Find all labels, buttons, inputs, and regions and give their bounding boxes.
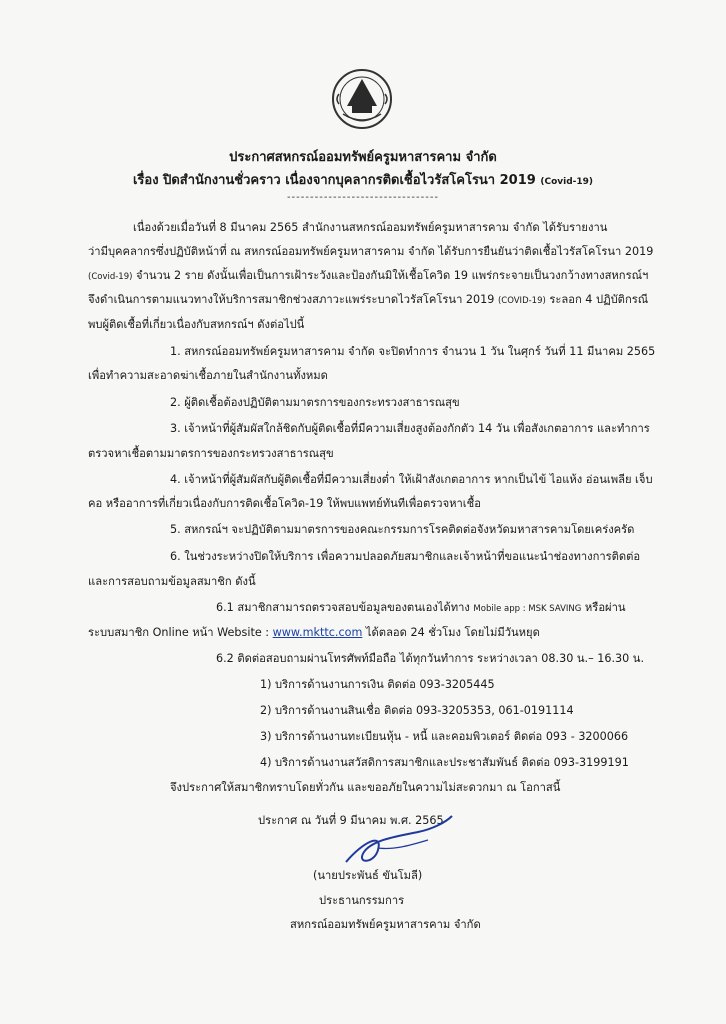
contact-4: 4) บริการด้านงานสวัสดิการสมาชิกและประชาสัมพันธ์ ติดต่อ 093-3199191 (260, 756, 629, 769)
signature-icon (338, 812, 458, 874)
announce-date: ประกาศ ณ วันที่ 9 มีนาคม พ.ศ. 2565 (258, 814, 444, 827)
subject-tag: (Covid-19) (540, 177, 594, 187)
intro-line-2: ว่ามีบุคคลากรซึ่งปฏิบัติหน้าที่ ณ สหกรณ์ออมทรัพย์ครูมหาสารคาม จำกัด ได้รับการยืนยันว่าติดเชื้อไวรัสโคโรนา 2019 (88, 245, 654, 258)
item-6-line-2: และการสอบถามข้อมูลสมาชิก ดังนี้ (88, 575, 256, 588)
contact-2: 2) บริการด้านงานสินเชื่อ ติดต่อ 093-3205353, 061-0191114 (260, 704, 574, 717)
item-3-line-1: 3. เจ้าหน้าที่ผู้สัมผัสใกล้ชิดกับผู้ติดเชื้อที่มีความเสี่ยงสูงต้องกักตัว 14 วัน เพื่อสังเกตอาการ และทำการ (170, 422, 650, 435)
item-4-line-2: คอ หรืออาการที่เกี่ยวเนื่องกับการติดเชื้อโควิด-19 ให้พบแพทย์ทันทีเพื่อตรวจหาเชื้อ (88, 497, 481, 510)
intro-line-1: เนื่องด้วยเมื่อวันที่ 8 มีนาคม 2565 สำนักงานสหกรณ์ออมทรัพย์ครูมหาสารคาม จำกัด ได้รับรายงาน (133, 221, 608, 234)
item-2: 2. ผู้ติดเชื้อต้องปฏิบัติตามมาตรการของกระทรวงสาธารณสุข (170, 396, 460, 409)
contact-3: 3) บริการด้านงานทะเบียนหุ้น - หนี้ และคอมพิวเตอร์ ติดต่อ 093 - 3200066 (260, 730, 629, 743)
sub-6-1-post: หรือผ่าน (581, 601, 626, 614)
page-title: ประกาศสหกรณ์ออมทรัพย์ครูมหาสารคาม จำกัด (229, 150, 497, 165)
contact-1: 1) บริการด้านงานการเงิน ติดต่อ 093-3205445 (260, 678, 495, 691)
website-post: ได้ตลอด 24 ชั่วโมง โดยไม่มีวันหยุด (362, 626, 540, 639)
item-4-line-1: 4. เจ้าหน้าที่ผู้สัมผัสกับผู้ติดเชื้อที่มีความเสี่ยงต่ำ ให้เฝ้าสังเกตอาการ หากเป็นไข้ ไอแห้ง อ่อนเพลีย เจ็บ (170, 473, 653, 486)
intro-line-4a: จึงดำเนินการตามแนวทางให้บริการสมาชิกช่วงสภาวะแพร่ระบาดไวรัสโคโรนา 2019 (88, 293, 498, 306)
sub-6-2: 6.2 ติดต่อสอบถามผ่านโทรศัพท์มือถือ ได้ทุกวันทำการ ระหว่างเวลา 08.30 น.– 16.30 น. (216, 652, 645, 665)
website-label: ระบบสมาชิก Online หน้า Website : (88, 626, 273, 639)
divider: --------------------------------- (286, 192, 440, 203)
subject-line (0, 169, 726, 190)
item-3-line-2: ตรวจหาเชื้อตามมาตรการของกระทรวงสาธารณสุข (88, 447, 334, 460)
intro-line-4b: ระลอก 4 ปฏิบัติกรณี (545, 293, 649, 306)
sub-6-1-line-1 (216, 601, 626, 616)
intro-line-5: พบผู้ติดเชื้อที่เกี่ยวเนื่องกับสหกรณ์ฯ ดังต่อไปนี้ (88, 318, 305, 331)
sub-6-1-text: 6.1 สมาชิกสามารถตรวจสอบข้อมูลของตนเองได้ทาง (216, 601, 474, 614)
closing-notice: จึงประกาศให้สมาชิกทราบโดยทั่วกัน และขออภัยในความไม่สะดวกมา ณ โอกาสนี้ (170, 781, 561, 794)
item-6-line-1: 6. ในช่วงระหว่างปิดให้บริการ เพื่อความปลอดภัยสมาชิกและเจ้าหน้าที่ขอแนะนำช่องทางการติดต่อ (170, 550, 641, 563)
covid-tag: (Covid-19) (88, 272, 133, 282)
intro-line-3-text: จำนวน 2 ราย ดังนั้นเพื่อเป็นการเฝ้าระวังและป้องกันมิให้เชื้อโควิด 19 แพร่กระจายเป็นวงกว้างทางสหกรณ์ฯ (132, 269, 649, 282)
signer-name: (นายประพันธ์ ขันโมลี) (313, 869, 423, 882)
cooperative-seal-icon (331, 68, 393, 130)
item-1-line-2: เพื่อทำความสะอาดฆ่าเชื้อภายในสำนักงานทั้งหมด (88, 369, 328, 382)
intro-line-4 (88, 293, 648, 308)
signer-title: ประธานกรรมการ (319, 894, 405, 907)
sub-6-1-line-2 (88, 626, 540, 640)
subject-text: เรื่อง ปิดสำนักงานชั่วคราว เนื่องจากบุคลากรติดเชื้อไวรัสโคโรนา 2019 (132, 173, 536, 188)
website-link[interactable]: www.mkttc.com (272, 626, 363, 639)
mobile-app-name: Mobile app : MSK SAVING (473, 604, 582, 614)
covid-tag-2: (COVID-19) (497, 296, 546, 306)
item-5: 5. สหกรณ์ฯ จะปฏิบัติตามมาตรการของคณะกรรมการโรคติดต่อจังหวัดมหาสารคามโดยเคร่งครัด (170, 523, 635, 536)
intro-line-3 (88, 269, 648, 284)
item-1-line-1: 1. สหกรณ์ออมทรัพย์ครูมหาสารคาม จำกัด จะปิดทำการ จำนวน 1 วัน ในศุกร์ วันที่ 11 มีนาคม 2565 (170, 345, 656, 358)
organization-name: สหกรณ์ออมทรัพย์ครูมหาสารคาม จำกัด (290, 918, 481, 931)
